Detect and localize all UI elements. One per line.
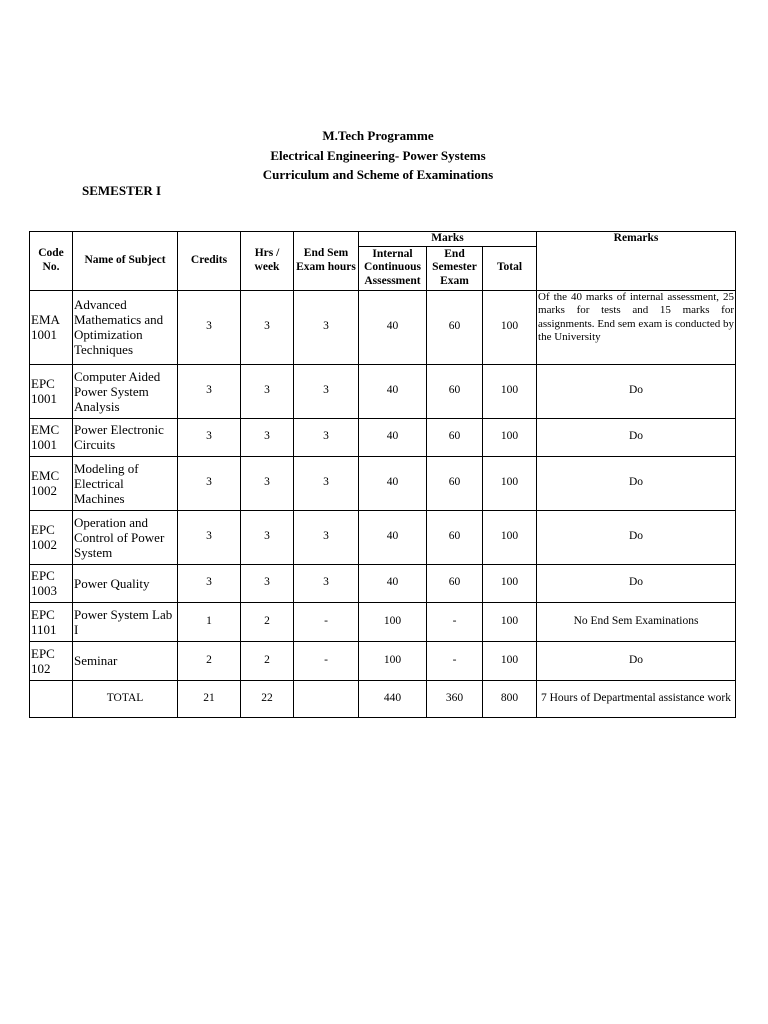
totals-label: TOTAL <box>73 680 178 717</box>
hrs-cell: 2 <box>241 602 294 641</box>
table-row <box>30 290 736 364</box>
exam-hours-cell: 3 <box>294 418 359 456</box>
total-marks-cell: 100 <box>483 290 537 364</box>
credits-cell: 3 <box>178 456 241 510</box>
subject-name: Power System Lab I <box>73 602 178 641</box>
subject-code: EPC 1101 <box>30 602 73 641</box>
subject-code: EPC 102 <box>30 641 73 680</box>
internal-marks-cell: 40 <box>359 564 427 602</box>
total-marks-cell: 100 <box>483 564 537 602</box>
remarks-cell: Do <box>537 641 736 680</box>
credits-cell: 3 <box>178 418 241 456</box>
subject-code: EMA 1001 <box>30 290 73 364</box>
table-row <box>30 510 736 564</box>
credits-cell: 3 <box>178 510 241 564</box>
end-sem-marks-cell: 60 <box>427 564 483 602</box>
internal-marks-cell: 100 <box>359 602 427 641</box>
hrs-cell: 3 <box>241 510 294 564</box>
credits-cell: 3 <box>178 564 241 602</box>
exam-hours-cell: - <box>294 641 359 680</box>
exam-hours-cell: 3 <box>294 564 359 602</box>
internal-marks-cell: 40 <box>359 456 427 510</box>
remarks-cell: Do <box>537 564 736 602</box>
hrs-cell: 3 <box>241 364 294 418</box>
internal-marks-cell: 40 <box>359 290 427 364</box>
exam-hours-cell: 3 <box>294 290 359 364</box>
remarks-cell: Of the 40 marks of internal assessment, 25 marks for tests and 15 marks for assignments. End sem exam is conducted by the University <box>537 290 736 364</box>
end-sem-marks-cell: - <box>427 641 483 680</box>
totals-credits: 21 <box>178 680 241 717</box>
subject-name: Power Quality <box>73 564 178 602</box>
totals-hrs: 22 <box>241 680 294 717</box>
exam-hours-cell: - <box>294 602 359 641</box>
exam-hours-cell: 3 <box>294 364 359 418</box>
hrs-cell: 3 <box>241 456 294 510</box>
table-row <box>30 364 736 418</box>
table-row <box>30 641 736 680</box>
subject-code: EMC 1002 <box>30 456 73 510</box>
col-credits-header: Credits <box>178 232 241 291</box>
hrs-cell: 3 <box>241 290 294 364</box>
totals-total: 800 <box>483 680 537 717</box>
subject-code: EPC 1001 <box>30 364 73 418</box>
internal-marks-cell: 100 <box>359 641 427 680</box>
hrs-cell: 3 <box>241 564 294 602</box>
remarks-cell: Do <box>537 364 736 418</box>
remarks-cell: Do <box>537 510 736 564</box>
remarks-cell: No End Sem Examinations <box>537 602 736 641</box>
col-end-semester-header: End Semester Exam <box>427 246 483 290</box>
col-name-header: Name of Subject <box>73 232 178 291</box>
col-remarks-header: Remarks <box>537 232 736 291</box>
table-row <box>30 602 736 641</box>
semester-heading: SEMESTER I <box>82 183 162 198</box>
programme-title: M.Tech Programme <box>322 128 434 143</box>
department-title: Electrical Engineering- Power Systems <box>270 147 486 163</box>
hrs-cell: 2 <box>241 641 294 680</box>
total-marks-cell: 100 <box>483 510 537 564</box>
subject-name: Operation and Control of Power System <box>73 510 178 564</box>
col-internal-header: Internal Continuous Assessment <box>359 246 427 290</box>
total-marks-cell: 100 <box>483 418 537 456</box>
end-sem-marks-cell: 60 <box>427 510 483 564</box>
table-row <box>30 564 736 602</box>
col-exam-hours-header: End Sem Exam hours <box>294 232 359 291</box>
remarks-cell: Do <box>537 418 736 456</box>
totals-code-cell <box>30 680 73 717</box>
exam-hours-cell: 3 <box>294 456 359 510</box>
totals-exam-hours <box>294 680 359 717</box>
subject-name: Seminar <box>73 641 178 680</box>
curriculum-title: Curriculum and Scheme of Examinations <box>262 167 494 182</box>
credits-cell: 1 <box>178 602 241 641</box>
document-header <box>0 126 756 185</box>
col-marks-header: Marks <box>359 232 537 247</box>
end-sem-marks-cell: 60 <box>427 456 483 510</box>
subject-code: EMC 1001 <box>30 418 73 456</box>
credits-cell: 3 <box>178 364 241 418</box>
internal-marks-cell: 40 <box>359 418 427 456</box>
totals-internal: 440 <box>359 680 427 717</box>
subject-name: Advanced Mathematics and Optimization Techniques <box>73 290 178 364</box>
total-marks-cell: 100 <box>483 602 537 641</box>
col-total-header: Total <box>483 246 537 290</box>
internal-marks-cell: 40 <box>359 364 427 418</box>
subject-code: EPC 1003 <box>30 564 73 602</box>
remarks-cell: Do <box>537 456 736 510</box>
credits-cell: 3 <box>178 290 241 364</box>
end-sem-marks-cell: 60 <box>427 364 483 418</box>
subject-name: Power Electronic Circuits <box>73 418 178 456</box>
end-sem-marks-cell: 60 <box>427 418 483 456</box>
col-hrs-header: Hrs / week <box>241 232 294 291</box>
header-row <box>30 232 736 247</box>
total-marks-cell: 100 <box>483 364 537 418</box>
table-row <box>30 456 736 510</box>
scheme-table <box>29 231 736 718</box>
end-sem-marks-cell: 60 <box>427 290 483 364</box>
credits-cell: 2 <box>178 641 241 680</box>
col-code-header: Code No. <box>30 232 73 291</box>
subject-code: EPC 1002 <box>30 510 73 564</box>
internal-marks-cell: 40 <box>359 510 427 564</box>
table-row <box>30 418 736 456</box>
hrs-cell: 3 <box>241 418 294 456</box>
totals-remarks: 7 Hours of Departmental assistance work <box>537 680 736 717</box>
totals-end-sem: 360 <box>427 680 483 717</box>
exam-hours-cell: 3 <box>294 510 359 564</box>
end-sem-marks-cell: - <box>427 602 483 641</box>
total-marks-cell: 100 <box>483 456 537 510</box>
totals-row <box>30 680 736 717</box>
subject-name: Computer Aided Power System Analysis <box>73 364 178 418</box>
total-marks-cell: 100 <box>483 641 537 680</box>
subject-name: Modeling of Electrical Machines <box>73 456 178 510</box>
